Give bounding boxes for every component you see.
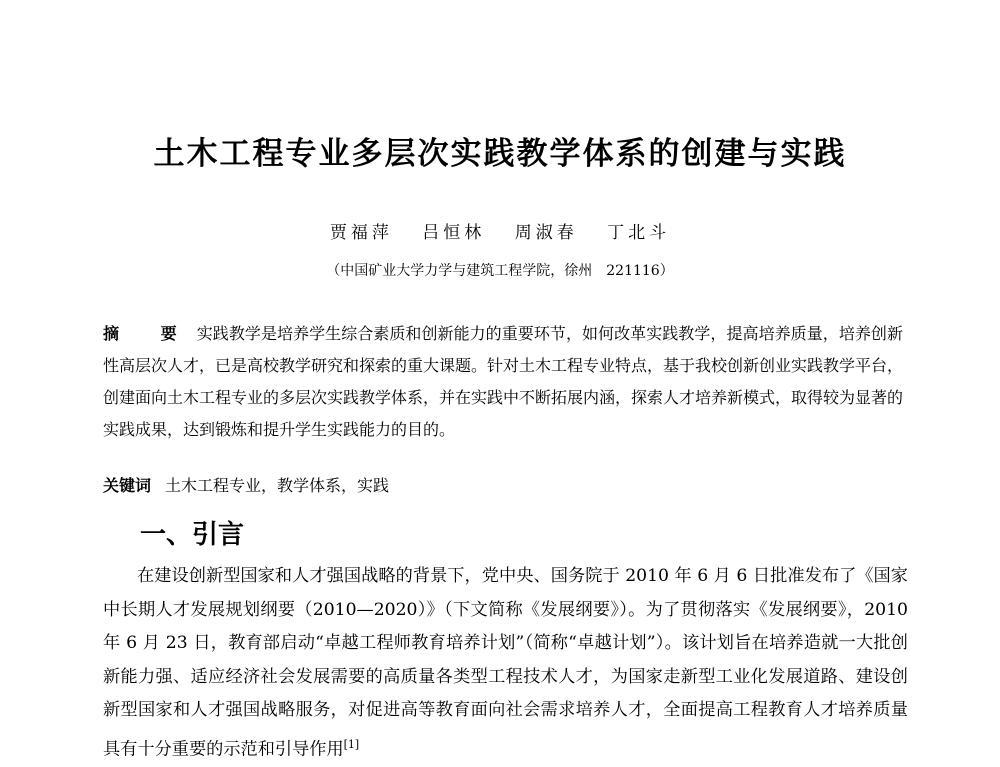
abstract-text: 实践教学是培养学生综合素质和创新能力的重要环节，如何改革实践教学，提高培养质量，培养创新性高层次人才，已是高校教学研究和探索的重大课题。针对土木工程专业特点，基于我校创新创业实践教学平台，创建面向土木工程专业的多层次实践教学体系，并在实践中不断拓展内涵，探索人才培养新模式，取得较为显著的实践成果，达到锻炼和提升学生实践能力的目的。 [103, 324, 904, 439]
body-paragraph [103, 560, 908, 767]
author-name: 周淑春 [514, 223, 578, 243]
keywords-block [103, 472, 903, 500]
author-name: 贾福萍 [329, 223, 393, 243]
author-list [0, 218, 1000, 243]
paper-title: 土木工程专业多层次实践教学体系的创建与实践 [153, 136, 847, 172]
abstract-block [103, 318, 903, 446]
keywords-text: 土木工程专业，教学体系，实践 [165, 476, 390, 495]
author-name: 丁北斗 [607, 223, 671, 243]
keywords-label: 关键词 [103, 476, 152, 495]
abstract-label: 摘 要 [103, 324, 195, 343]
section-heading: 一、引言 [140, 520, 245, 550]
affiliation: （中国矿业大学力学与建筑工程学院，徐州 221116） [326, 263, 674, 279]
paragraph-text: 在建设创新型国家和人才强国战略的背景下，党中央、国务院于 2010 年 6 月 6 日批准发布了《国家中长期人才发展规划纲要（2010—2020）》（下文简称《发展纲要》）。为了贯彻落实《发展纲要》，2010 年 6 月 23 日，教育部启动“卓越工程师教育培养计划”（简称“卓越计划”）。该计划旨在培养造就一大批创新能力强、适应经济社会发展需要的高质量各类型工程技术人才，为国家走新型工业化发展道路、建设创新型国家和人才强国战略服务，对促进高等教育面向社会需求培养人才，全面提高工程教育人才培养质量具有十分重要的示范和引导作用 [103, 566, 908, 760]
citation-marker: [1] [343, 737, 360, 751]
author-name: 吕恒林 [422, 223, 486, 243]
